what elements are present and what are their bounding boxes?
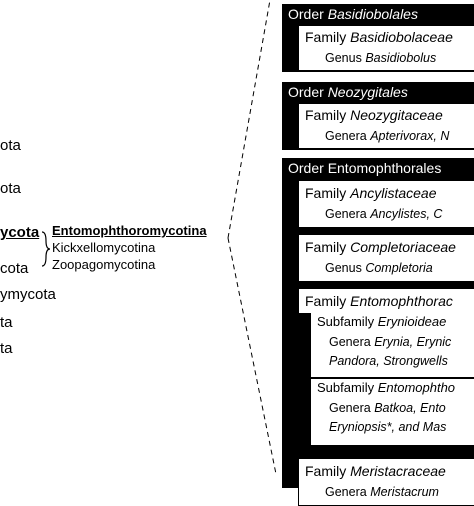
family-box-dark <box>298 288 474 450</box>
family-box <box>298 103 474 149</box>
phylum-fragment-highlighted: ycota <box>0 224 40 241</box>
phylum-fragment: cota <box>0 260 29 277</box>
family-title: Family Entomophthorac <box>305 293 453 309</box>
phylum-fragment: ta <box>0 340 13 357</box>
genera-line: Genera Meristacrum <box>325 485 439 499</box>
order-title: Order Neozygitales <box>288 84 408 100</box>
dashed-connector-bottom <box>228 238 276 474</box>
order-panel-neozygitales <box>282 82 474 150</box>
phylum-fragment: ota <box>0 137 21 154</box>
subphylum-main: Entomophthoromycotina <box>52 223 207 238</box>
phylum-fragment: ota <box>0 180 21 197</box>
family-title: Family Ancylistaceae <box>305 185 437 201</box>
family-box <box>298 234 474 282</box>
genera-line: Genera Apterivorax, N <box>325 129 450 143</box>
subfamily-title: Subfamily Entomophtho <box>317 380 456 395</box>
genera-line: Eryniopsis*, and Mas <box>329 420 447 434</box>
genera-line: Genera Ancylistes, C <box>325 207 443 221</box>
subfamily-title: Subfamily Erynioideae <box>317 314 447 329</box>
family-title: Family Basidiobolaceae <box>305 29 453 45</box>
phylum-fragment: ta <box>0 314 13 331</box>
order-title: Order Basidiobolales <box>288 6 418 22</box>
dashed-connector-top <box>228 0 270 238</box>
subphylum: Kickxellomycotina <box>52 240 156 255</box>
phylum-fragment: ymycota <box>0 286 56 303</box>
order-panel-entomophthorales <box>282 158 474 499</box>
family-title: Family Meristacraceae <box>305 463 446 479</box>
subphylum: Zoopagomycotina <box>52 257 156 272</box>
order-panel-basidiobolales <box>282 4 474 72</box>
genus-line: Genus Basidiobolus <box>325 51 437 65</box>
family-box <box>298 458 474 506</box>
family-header <box>299 289 474 313</box>
family-box <box>298 180 474 228</box>
order-title: Order Entomophthorales <box>288 160 442 176</box>
genera-line: Genera Batkoa, Ento <box>329 401 446 415</box>
genera-line: Genera Erynia, Erynic <box>329 335 452 349</box>
subphyla-bracket <box>42 232 50 266</box>
subfamily-box <box>311 379 474 445</box>
genera-line: Pandora, Strongwells <box>329 354 448 368</box>
genus-line: Genus Completoria <box>325 261 433 275</box>
family-title: Family Completoriaceae <box>305 239 456 255</box>
family-box <box>298 25 474 71</box>
family-title: Family Neozygitaceae <box>305 107 443 123</box>
subfamily-box <box>311 313 474 377</box>
